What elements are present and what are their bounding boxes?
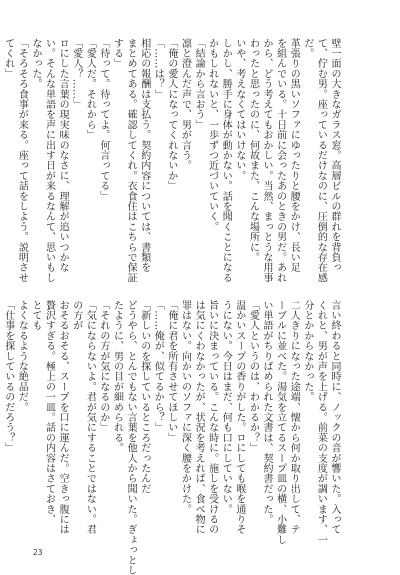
text-line: 「待って。待ってよ。何言ってる」 xyxy=(97,38,109,202)
text-line: 「……俺が、似てるから？」 xyxy=(152,300,164,433)
text-line: 革張りの黒いソファにゆったりと腰をかけ、長い足 xyxy=(288,38,300,273)
text-line: ーブルに並べた。湯気を立てるスープ皿の横、小難し xyxy=(274,300,286,545)
text-line: たように、男の目が細められる。 xyxy=(111,300,123,453)
text-line: 「愛人？……」 xyxy=(70,38,82,110)
text-line: 「愛人というのは、わかるか？」 xyxy=(247,300,259,453)
text-line: 「仕事を探しているのだろう？」 xyxy=(2,300,14,453)
text-line: うにない。今日はまだ、何も口にしていない。 xyxy=(220,300,232,515)
page-number: 23 xyxy=(33,548,43,557)
text-line: まとめてある。確認してくれ。衣食住はこちらで保証 xyxy=(125,38,137,283)
text-line: 相応の報酬は支払う。契約内容については、書類を xyxy=(138,38,150,273)
text-line: の方が xyxy=(70,300,82,331)
text-line: よくなるような絶品だ。 xyxy=(16,300,28,413)
text-line: 言い終わると同時に、ノックの音が響いた。入って xyxy=(329,300,340,535)
text-line: わったと思ったのに、何故また、こんな場所に。 xyxy=(247,38,259,263)
text-line: どうやら、とんでもない言葉を他人から聞いた。ぎょっとし xyxy=(125,300,137,575)
text-line: 二人きりになった途端、懐から何か取り出して、テ xyxy=(288,300,300,535)
text-line: から、どう考えてもおかしい。当然、まっとうな用事 xyxy=(261,38,273,283)
text-line: 「……は？」 xyxy=(152,38,164,100)
text-line: 「俺に君を所有させてほしい」 xyxy=(165,300,177,443)
text-line: を組んでいる。十日前に会ったあのときの男だ。あれ xyxy=(274,38,286,283)
text-line: おそるおそる、スープを口に運んだ。空きっ腹には xyxy=(57,300,69,535)
text-line: しかし、勝手に身体が動かない。話を聞くことになる xyxy=(220,38,232,283)
text-line: 温かいスープの香りがした。ロにしても喉を通りそ xyxy=(233,300,245,535)
text-line: 「新しいのを探しているところだったんだ xyxy=(138,300,150,494)
text-line: ロにした言葉の現実味のなさに、理解が追いつかな xyxy=(57,38,69,273)
text-line: いや、考えなくてはいけない。 xyxy=(233,38,245,181)
text-line: 「俺の愛人になってくれないか」 xyxy=(165,38,177,191)
text-line: 「愛人だ。それから」 xyxy=(84,38,96,140)
text-line: 贅沢すぎる。極上の一皿。話の内容はさておき、 xyxy=(43,300,55,525)
text-line: 旨いに決まっている。こんな時に。施しを受けるの xyxy=(206,300,218,535)
text-line: 「結論から言おう」 xyxy=(193,38,205,130)
text-line: い単語がちりばめられた文書は、契約書だった。 xyxy=(261,300,273,525)
text-line: 「それの方が気になるのか」 xyxy=(97,300,109,433)
text-line: 壁一面の大きなガラス窓。高層ビルの群れを背負っ xyxy=(329,38,340,273)
text-line: する」 xyxy=(111,38,123,69)
text-line: 「気にならないよ。君が気にすることではない。君 xyxy=(84,300,96,535)
text-line: は気にくわなかったが、状況を考えれば、食べ物に xyxy=(193,300,205,535)
text-line: くれと、男が声を上げる。前菜の支度が調います、一 xyxy=(315,300,327,545)
upper-text-block xyxy=(2,38,341,288)
text-line: とても xyxy=(29,300,41,331)
text-line: てくれ」 xyxy=(2,38,14,79)
text-line: だ。 xyxy=(301,38,313,59)
text-line: 罪はない。向かいのソファに深く腰をかけた。 xyxy=(179,300,191,515)
text-line: かもしれないと、一歩ずつ近づいていく。 xyxy=(206,38,218,232)
text-line: 分とかからなかった。 xyxy=(301,300,313,402)
text-line: なかった。 xyxy=(29,38,41,89)
text-line: い。そんな単語を声に出す日が来るなんて、思いもし xyxy=(43,38,55,283)
text-line: 「そろそろ食事が来る。座って話をしよう。説明させ xyxy=(16,38,28,283)
text-line: 凛と澄んだ声で、男が言う。 xyxy=(179,38,191,171)
text-line: て、佇む男。座っているだけなのに、圧倒的な存在感 xyxy=(315,38,327,283)
